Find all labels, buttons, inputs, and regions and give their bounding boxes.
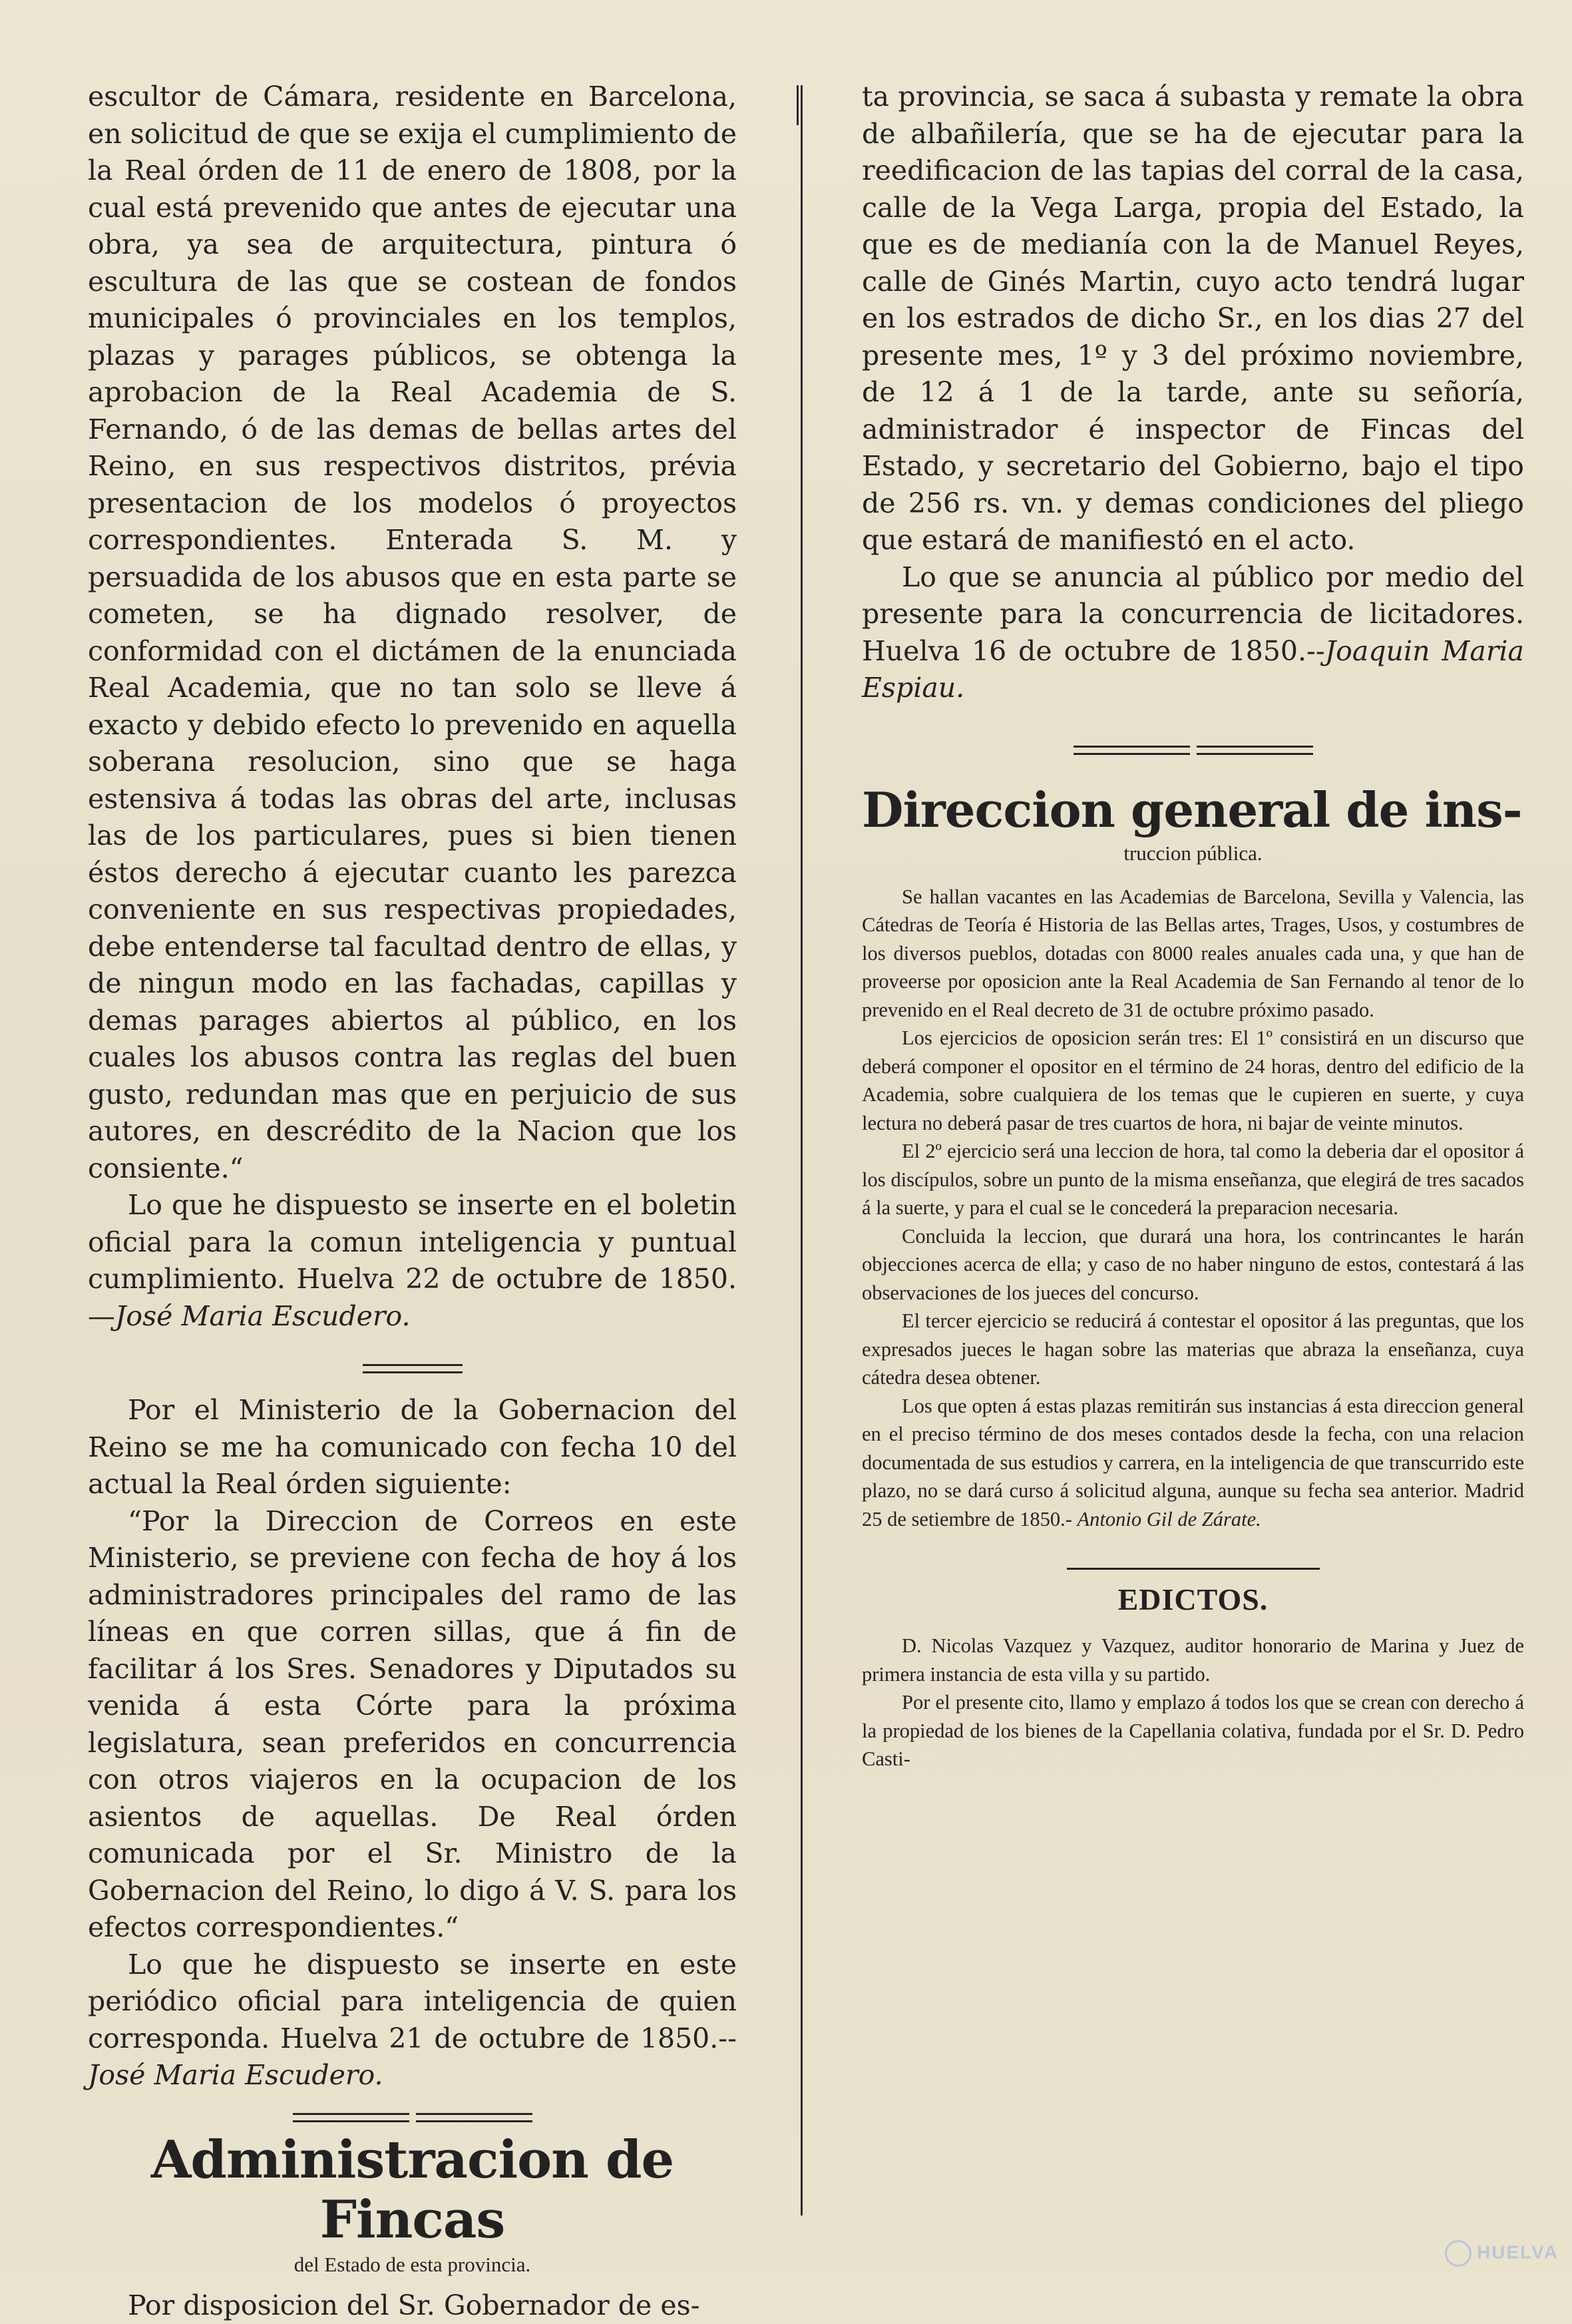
plazas-paragraph — [862, 1392, 1524, 1534]
ejercicios-paragraph: Los ejercicios de oposicion serán tres: El 1º consistirá en un discurso que deberá componer el opositor en el término de 24 horas, dentro del edificio de la Academia, sobre cualquiera de los temas que le cupieren en suerte, y cuya lectura no deberá pasar de tres cuartos de hora, ni bajar de veinte minutos. — [862, 1024, 1524, 1137]
disposicion-start: Por disposicion del Sr. Gobernador de es- — [88, 2287, 737, 2324]
library-watermark — [1445, 2240, 1559, 2267]
insertion-notice-text: Lo que he dispuesto se inserte en el boletin oficial para la comun inteligencia y puntual cumplimiento. Huelva 22 de octubre de 1850.— — [88, 1189, 737, 1332]
watermark-text: HUELVA — [1477, 2241, 1559, 2262]
seal-icon — [1445, 2240, 1472, 2267]
edictos-heading: EDICTOS. — [862, 1582, 1524, 1617]
direccion-subheading: truccion pública. — [862, 840, 1524, 867]
signature-zarate: Antonio Gil de Zárate. — [1078, 1508, 1261, 1530]
periodical-notice — [88, 1947, 737, 2094]
signature-escudero-1: José Maria Escudero. — [115, 1300, 411, 1332]
plazas-text: Los que opten á estas plazas remitirán sus instancias á esta direccion general en el preciso término de dos meses contados desde la fecha, con una relacion documentada de sus estudios y carrera, en la inteligencia de que transcurrido este plazo, no se dará curso á solicitud alguna, aunque su fecha sea anterior. Madrid 25 de setiembre de 1850.- — [862, 1395, 1524, 1530]
edictos-rule — [862, 1568, 1524, 1572]
royal-order-text: escultor de Cámara, residente en Barcelona, en solicitud de que se exija el cumplimiento de la Real órden de 11 de enero de 1808, por la cual está prevenido que antes de ejecutar una obra, ya sea de arquitectura, pintura ó escultura de las que se costean de fondos municipales ó provinciales en los templos, plazas y parages públicos, se obtenga la aprobacion de la Real Academia de S. Fernando, ó de las demas de bellas artes del Reino, en sus respectivos distritos, prévia presentacion de los modelos ó proyectos correspondientes. Enterada S. M. y persuadida de los abusos que en esta parte se cometen, se ha dignado resolver, de conformidad con el dictámen de la enunciada Real Academia, que no tan solo se lleve á exacto y debido efecto lo prevenido en aquella soberana resolucion, sino que se haga estensiva á todas las obras del arte, inclusas las de los particulares, pues si bien tienen éstos derecho á ejecutar cuanto les parezca conveniente en sus respectivas propiedades, debe entenderse tal facultad dentro de ellas, y de ningun modo en las fachadas, capillas y demas parages abiertos al público, en los cuales los abusos contra las reglas del buen gusto, redundan mas que en perjuicio de sus autores, en descrédito de la Nacion que los consiente.“ — [88, 79, 737, 1187]
signature-espiau: Joaquin Maria Espiau. — [862, 635, 1524, 704]
edicto-juez: D. Nicolas Vazquez y Vazquez, auditor honorario de Marina y Juez de primera instancia de esta villa y su partido. — [862, 1632, 1524, 1688]
direccion-body — [862, 883, 1524, 1534]
ministry-intro: Por el Ministerio de la Gobernacion del Reino se me ha comunicado con fecha 10 del actual la Real órden siguiente: — [88, 1392, 737, 1503]
edicto-citacion: Por el presente cito, llamo y emplazo á todos los que se crean con derecho á la propiedad de los bienes de la Capellania colativa, fundada por el Sr. D. Pedro Casti- — [862, 1688, 1524, 1773]
administracion-subheading: del Estado de esta provincia. — [88, 2251, 737, 2278]
section-rule — [88, 1364, 737, 1373]
tercer-ejercicio-paragraph: El tercer ejercicio se reducirá á contestar el opositor á las preguntas, que los expresados jueces le hagan sobre las materias que abraza la enseñanza, cuya cátedra desea obtener. — [862, 1307, 1524, 1392]
correos-order-text: “Por la Direccion de Correos en este Ministerio, se previene con fecha de hoy á los administradores principales del ramo de las líneas en que corren sillas, que á fin de facilitar á los Sres. Senadores y Diputados su venida á esta Córte para la próxima legislatura, sean preferidos en concurrencia con otros viajeros en la ocupacion de los asientos de aquellas. De Real órden comunicada por el Sr. Ministro de la Gobernacion del Reino, lo digo á V. S. para los efectos correspondientes.“ — [88, 1503, 737, 1947]
edictos-body — [862, 1632, 1524, 1773]
subasta-text: ta provincia, se saca á subasta y remate la obra de albañilería, que se ha de ejecutar para la reedificacion de las tapias del corral de la casa, calle de la Vega Larga, propia del Estado, la que es de medianía con la de Manuel Reyes, calle de Ginés Martin, cuyo acto tendrá lugar en los estrados de dicho Sr., en los dias 27 del presente mes, 1º y 3 del próximo noviembre, de 12 á 1 de la tarde, ante su señoría, administrador é inspector de Fincas del Estado, y secretario del Gobierno, bajo el tipo de 256 rs. vn. y demas condiciones del pliego que estará de manifiestó en el acto. — [862, 79, 1524, 559]
insertion-notice — [88, 1187, 737, 1335]
subasta-notice — [862, 559, 1524, 707]
left-column — [88, 79, 737, 2324]
section-rule-double — [88, 2113, 737, 2122]
column-divider — [801, 85, 803, 2215]
vacantes-paragraph: Se hallan vacantes en las Academias de Barcelona, Sevilla y Valencia, las Cátedras de Teoría é Historia de las Bellas artes, Trages, Usos, y costumbres de los diversos pueblos, dotadas con 8000 reales anuales cada una, y que han de proveerse por oposicion ante la Real Academia de San Fernando al tenor de lo prevenido en el Real decreto de 31 de octubre próximo pasado. — [862, 883, 1524, 1025]
periodical-notice-text: Lo que he dispuesto se inserte en este periódico oficial para inteligencia de quien corresponda. Huelva 21 de octubre de 1850.-- — [88, 1949, 737, 2054]
right-column — [862, 79, 1524, 1773]
leccion-paragraph: Concluida la leccion, que durará una hora, los contrincantes le harán objecciones acerca de ella; y caso de no haber ninguno de estos, contestará á las observaciones de los jueces del concurso. — [862, 1222, 1524, 1307]
subasta-notice-text: Lo que se anuncia al público por medio del presente para la concurrencia de licitadores. Huelva 16 de octubre de 1850.-- — [862, 561, 1524, 667]
column-divider-stub — [797, 85, 799, 125]
section-rule-double-right — [862, 746, 1524, 755]
direccion-heading: Direccion general de ins- — [862, 782, 1524, 839]
administracion-heading: Administracion de Fincas — [88, 2130, 737, 2250]
segundo-ejercicio-paragraph: El 2º ejercicio será una leccion de hora, tal como la deberia dar el opositor á los discípulos, sobre un punto de la misma enseñanza, que elegirá de tres sacados á la suerte, y para el cual se le concederá la preparacion necesaria. — [862, 1137, 1524, 1222]
signature-escudero-2: José Maria Escudero. — [88, 2059, 383, 2091]
